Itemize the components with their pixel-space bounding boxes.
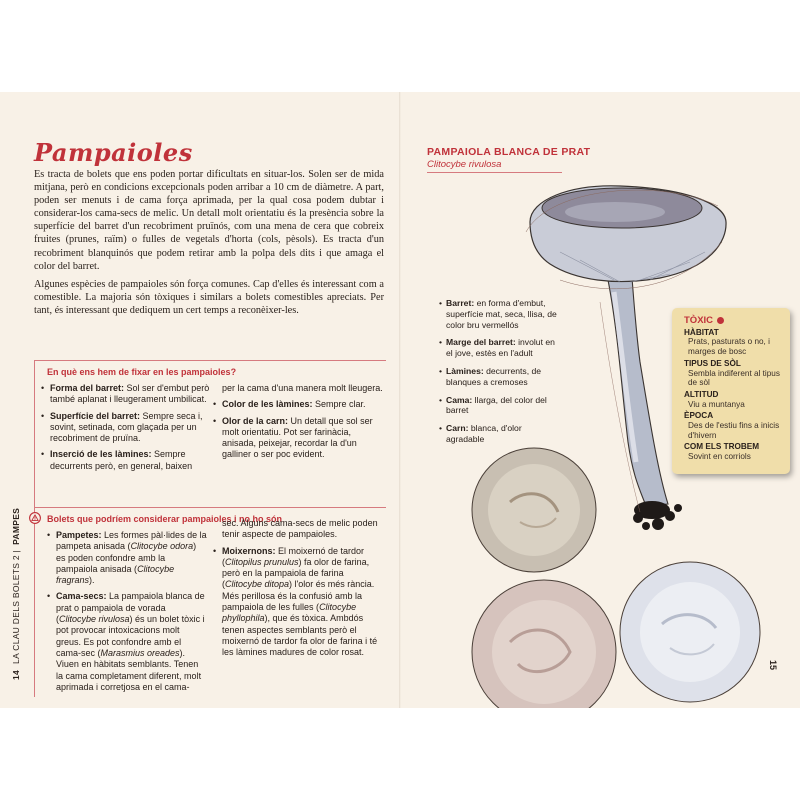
habitat-value: Prats, pasturats o no, i marges de bosc	[688, 337, 770, 357]
latin-name: Clitopilus prunulus	[225, 556, 299, 567]
identification-heading: En què ens hem de fixar en les pampaioles?	[47, 367, 237, 377]
book-spread	[0, 92, 800, 708]
list-item	[213, 416, 383, 461]
item-text: ). Viuen en hàbitats semblants. Tenen la cama completament diferent, molt aprimada i corretjosa en el cama-	[56, 647, 202, 692]
warning-icon	[29, 512, 41, 524]
list-item	[41, 411, 211, 445]
identification-box	[34, 360, 386, 512]
habitat-label: HÀBITAT	[684, 327, 719, 337]
item-text: ).	[89, 575, 95, 586]
item-label: Pampetes:	[56, 530, 102, 540]
item-label: Olor de la carn:	[222, 415, 289, 426]
item-text: ) l'olor és més rància. Més perillosa és la confusió amb la pampaiola de les fulles (	[222, 579, 375, 613]
species-latin-name: Clitocybe rivulosa	[427, 159, 502, 170]
specimen-top-view-1	[472, 448, 596, 572]
latin-name: Marasmius oreades	[100, 647, 180, 658]
item-text: Sempre decurrents però, en general, baixen	[50, 449, 193, 471]
feature-label: Marge del barret:	[446, 337, 516, 348]
feature-text: decurrents, de blanques a cremoses	[446, 365, 542, 387]
latin-name: Clitocybe fragrans	[56, 563, 175, 586]
item-text: ) és un bolet tòxic i pot provocar intoxicacions molt greus. Es pot confondre amb el cama-sec (	[56, 614, 205, 658]
info-card	[672, 308, 790, 474]
feature-text: en forma d'embut, superfície mat, seca, llisa, de color bru vermellós	[446, 298, 557, 330]
season-label: ÈPOCA	[684, 411, 714, 421]
list-item	[47, 591, 207, 693]
identification-column-2	[213, 383, 383, 466]
specimen-top-view-3	[620, 562, 760, 702]
book-title: LA CLAU DELS BOLETS 2	[11, 555, 21, 664]
item-label: Color de les làmines:	[222, 399, 313, 410]
feature-label: Carn:	[446, 423, 469, 434]
soil-label: TIPUS DE SÒL	[684, 358, 741, 368]
item-text: El moixernó de tardor (	[222, 545, 365, 567]
where-found-value: Sovint en corriols	[688, 452, 751, 462]
confusion-column-1	[47, 530, 207, 698]
left-page-footer	[11, 508, 21, 680]
altitude-value: Viu a muntanya	[688, 399, 745, 409]
feature-text: involut en el jove, estès en l'adult	[446, 337, 555, 359]
item-label: Forma del barret:	[50, 383, 125, 393]
item-text: Sempre clar.	[312, 399, 366, 410]
where-found-label: COM ELS TROBEM	[684, 442, 760, 452]
item-text: ) fa olor de farina, però en la pampaiola de farina (	[222, 556, 370, 590]
confusion-column-2	[213, 518, 383, 664]
latin-name: Clitocybe rivulosa	[59, 614, 130, 625]
item-label: Inserció de les làmines:	[50, 449, 152, 460]
latin-name: Clitocybe ditopa	[225, 579, 290, 590]
confusion-box	[34, 507, 386, 697]
list-item: sec. Alguns cama-secs de melic poden tenir aspecte de pampaioles.	[222, 518, 378, 540]
list-item	[47, 530, 207, 586]
item-label: Superfície del barret:	[50, 410, 141, 421]
feature-list	[440, 298, 562, 452]
section-name: PAMPES	[11, 507, 21, 545]
footer-separator: |	[11, 549, 21, 553]
item-text: ) es poden confondre amb la pampaiola anisada (	[56, 541, 197, 574]
identification-column-1	[41, 383, 211, 477]
list-item	[213, 546, 383, 659]
item-text: Sol ser d'embut però també aplanat i lleugerament umbilicat.	[50, 383, 210, 405]
feature-text: llarga, del color del barret	[446, 394, 547, 416]
specimen-top-view-2	[472, 580, 616, 708]
feature-label: Cama:	[446, 394, 473, 405]
item-label: Cama-secs:	[56, 591, 107, 602]
item-text: Sempre seca i, sovint, setinada, com glaçada per un recobriment de pruïna.	[50, 410, 203, 444]
item-text: Un detall que sol ser molt orientatiu. Pot ser farinàcia, anisada, peixejar, recordar la d'un galliner o ser poc evident.	[222, 415, 373, 460]
item-text: Les formes pàl·lides de la pampeta anisada (	[56, 530, 207, 552]
intro-text	[34, 168, 384, 317]
altitude-label: ALTITUD	[684, 389, 719, 399]
title-rule	[427, 172, 562, 173]
page-number-right: 15	[768, 660, 778, 671]
feature-text: blanca, d'olor agradable	[446, 423, 522, 444]
list-item	[213, 399, 383, 410]
item-label: Moixernons:	[222, 545, 276, 556]
page-title: Pampaioles	[34, 138, 193, 167]
feature-item	[440, 298, 562, 330]
feature-label: Làmines:	[446, 365, 484, 376]
latin-name: Clitocybe odora	[130, 541, 194, 552]
season-value: Des de l'estiu fins a inicis d'hivern	[688, 421, 780, 440]
species-name: PAMPAIOLA BLANCA DE PRAT	[427, 146, 591, 158]
toxic-dot-icon	[717, 317, 724, 324]
item-text: ), que és tòxica. Ambdós tenen aspectes semblants però el moixernó de tardor fa olor de farina i té les làmines madures de color rosat.	[222, 613, 378, 658]
feature-label: Barret:	[446, 298, 475, 308]
confusion-heading: Bolets que podríem considerar pampaioles i no ho són	[47, 514, 283, 524]
list-item: per la cama d'una manera molt lleugera.	[222, 383, 383, 393]
feature-item	[440, 423, 562, 445]
feature-item	[440, 395, 562, 417]
intro-paragraph-1: Es tracta de bolets que ens poden portar dificultats en situar-los. Solen ser de mida mitjana, però en condicions excepcionals poden arribar a 10 cm de diàmetre. A part, poden ser menuts i de cama força aprimada, per la qual cosa podem dubtar i considerar-los cama-secs de melic. Un detall molt orientatiu és la presència sobre la superfície del barret d'un recobriment pruïnós, com una mena de cera que cobreix fruites (prunes, raïm) o fulles de vegetals d'horta (cols, pèsols). Es tracta d'un recobriment blanquinós que podem retirar amb la polpa dels dits i que amaga el color del barret.	[34, 169, 384, 272]
list-item	[41, 383, 211, 406]
feature-item	[440, 366, 562, 388]
intro-paragraph-2: Algunes espècies de pampaioles són força comunes. Cap d'elles és interessant com a comestible. La majoria són tòxiques i similars a bolets comestibles apreciats. Per tant, és interessant que dediquem un cert temps a reconèixer-les.	[34, 278, 384, 316]
toxicity-label: TÒXIC	[684, 315, 714, 326]
latin-name: Clitocybe phyllophila	[222, 602, 357, 624]
page-number-left: 14	[11, 669, 21, 680]
list-item	[41, 449, 211, 472]
item-text: La pampaiola blanca de prat o pampaiola de vorada (	[56, 591, 205, 625]
toxicity-status	[684, 316, 782, 326]
soil-value: Sembla indiferent al tipus de sòl	[688, 368, 780, 388]
feature-item	[440, 337, 562, 359]
